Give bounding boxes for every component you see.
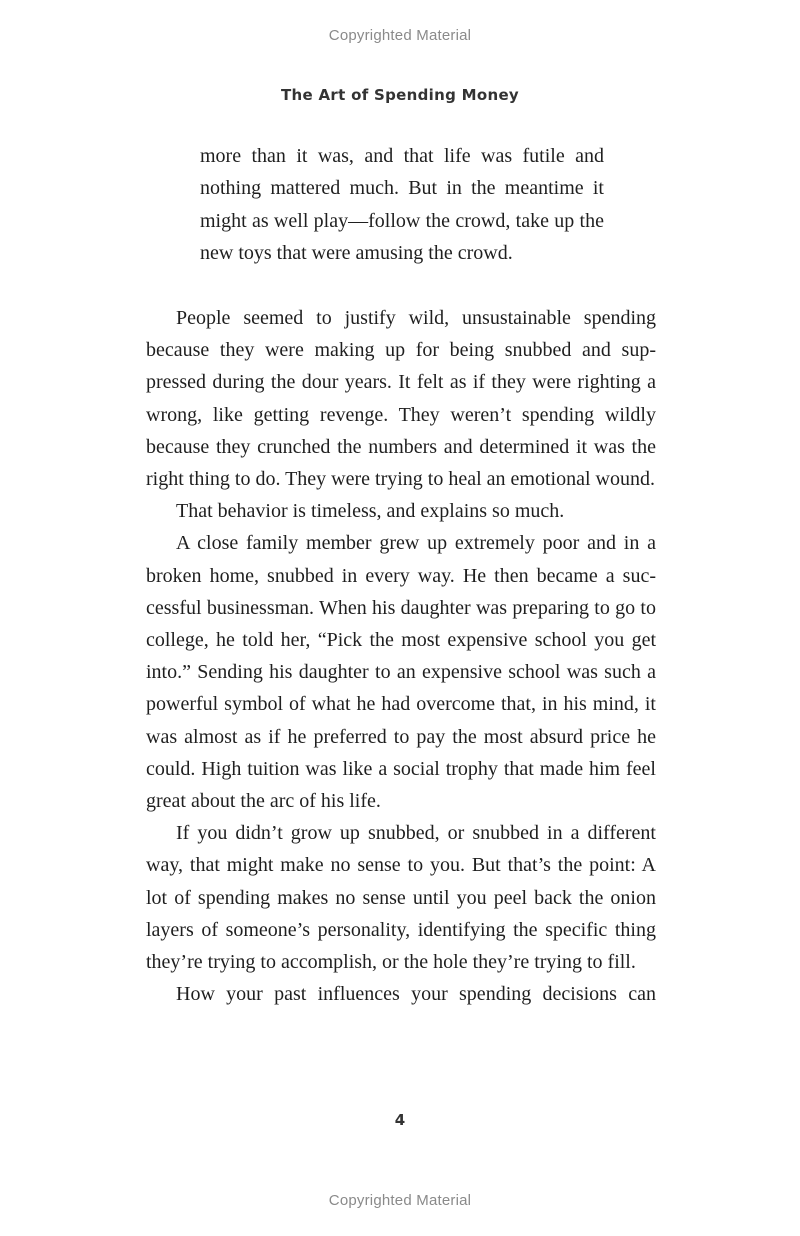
page-number: 4 — [394, 1111, 406, 1129]
copyright-watermark-bottom: Copyrighted Material — [328, 1192, 472, 1209]
paragraph: A close family member grew up extremely poor and in a broken home, snubbed in every way. He then became a successful businessman. When his daughter was preparing to go to college, he told her, “Pick the most expensive school you get into.” Sending his daughter to an expensive school was such a powerful symbol of what he had overcome that, in his mind, it was almost as if he preferred to pay the most absurd price he could. High tuition was like a social trophy that made him feel great about the arc of his life. — [146, 532, 656, 813]
paragraph: If you didn’t grow up snubbed, or snubbed in a different way, that might make no sense to you. But that’s the point: A lot of spending makes no sense until you peel back the onion layers of someone’s personality, identifying the specific thing they’re trying to accomplish, or the hole they’re trying to fill. — [146, 822, 656, 974]
block-quote: more than it was, and that life was futile and nothing mattered much. But in the meantime it might as well play—follow the crowd, take up the new toys that were amusing the crowd. — [200, 145, 604, 265]
copyright-watermark-top: Copyrighted Material — [328, 27, 472, 44]
body-text — [146, 302, 656, 1010]
running-header-title: The Art of Spending Money — [280, 86, 520, 104]
paragraph: That behavior is timeless, and explains so much. — [176, 500, 565, 523]
paragraph: People seemed to justify wild, unsustainable spending because they were making up for being snubbed and suppressed during the dour years. It felt as if they were righting a wrong, like getting revenge. They weren’t spending wildly because they crunched the numbers and determined it was the right thing to do. They were trying to heal an emotional wound. — [146, 307, 656, 491]
paragraph: How your past influences your spending decisions can — [176, 983, 656, 1006]
